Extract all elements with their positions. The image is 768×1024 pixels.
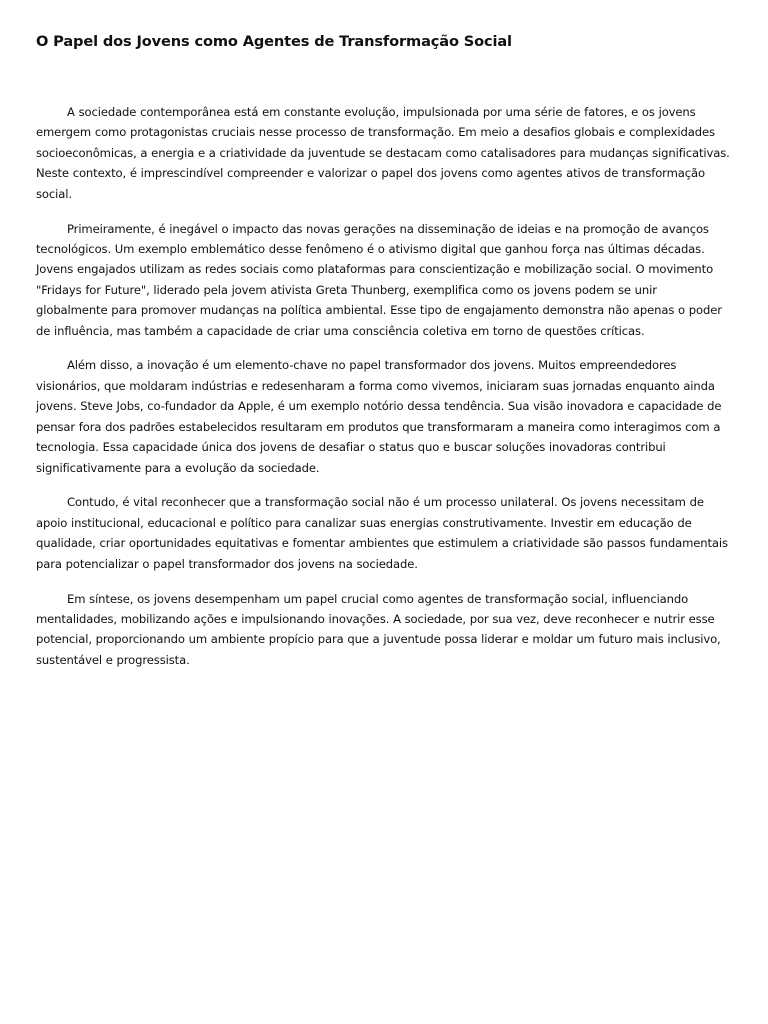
- document-title: O Papel dos Jovens como Agentes de Transformação Social: [36, 33, 512, 50]
- paragraph-innovation: Além disso, a inovação é um elemento-chave no papel transformador dos jovens. Muitos empreendedores visionários, que moldaram indústrias e redesenharam a forma como vivemos, iniciaram suas jornadas enquanto ainda jovens. Steve Jobs, co-fundador da Apple, é um exemplo notório dessa tendência. Sua visão inovadora e capacidade de pensar fora dos padrões estabelecidos resultaram em produtos que transformaram a maneira como interagimos com a tecnologia. Essa capacidade única dos jovens de desafiar o status quo e buscar soluções inovadoras contribui significativamente para a evolução da sociedade.: [36, 358, 722, 475]
- document-body: [36, 102, 732, 670]
- paragraph-digital-activism: Primeiramente, é inegável o impacto das novas gerações na disseminação de ideias e na promoção de avanços tecnológicos. Um exemplo emblemático desse fenômeno é o ativismo digital que ganhou força nas últimas décadas. Jovens engajados utilizam as redes sociais como plataformas para conscientização e mobilização social. O movimento "Fridays for Future", liderado pela jovem ativista Greta Thunberg, exemplifica como os jovens podem se unir globalmente para promover mudanças na política ambiental. Esse tipo de engajamento demonstra não apenas o poder de influência, mas também a capacidade de criar uma consciência coletiva em torno de questões críticas.: [36, 221, 722, 338]
- document-page: [36, 31, 732, 685]
- paragraph-conclusion: Em síntese, os jovens desempenham um papel crucial como agentes de transformação social, influenciando mentalidades, mobilizando ações e impulsionando inovações. A sociedade, por sua vez, deve reconhecer e nutrir esse potencial, proporcionando um ambiente propício para que a juventude possa liderar e moldar um futuro mais inclusivo, sustentável e progressista.: [36, 591, 721, 667]
- paragraph-introduction: A sociedade contemporânea está em constante evolução, impulsionada por uma série de fatores, e os jovens emergem como protagonistas cruciais nesse processo de transformação. Em meio a desafios globais e complexidades socioeconômicas, a energia e a criatividade da juventude se destacam como catalisadores para mudanças significativas. Neste contexto, é imprescindível compreender e valorizar o papel dos jovens como agentes ativos de transformação social.: [36, 105, 730, 201]
- paragraph-institutional-support: Contudo, é vital reconhecer que a transformação social não é um processo unilateral. Os jovens necessitam de apoio institucional, educacional e político para canalizar suas energias construtivamente. Investir em educação de qualidade, criar oportunidades equitativas e fomentar ambientes que estimulem a criatividade são passos fundamentais para potencializar o papel transformador dos jovens na sociedade.: [36, 495, 728, 571]
